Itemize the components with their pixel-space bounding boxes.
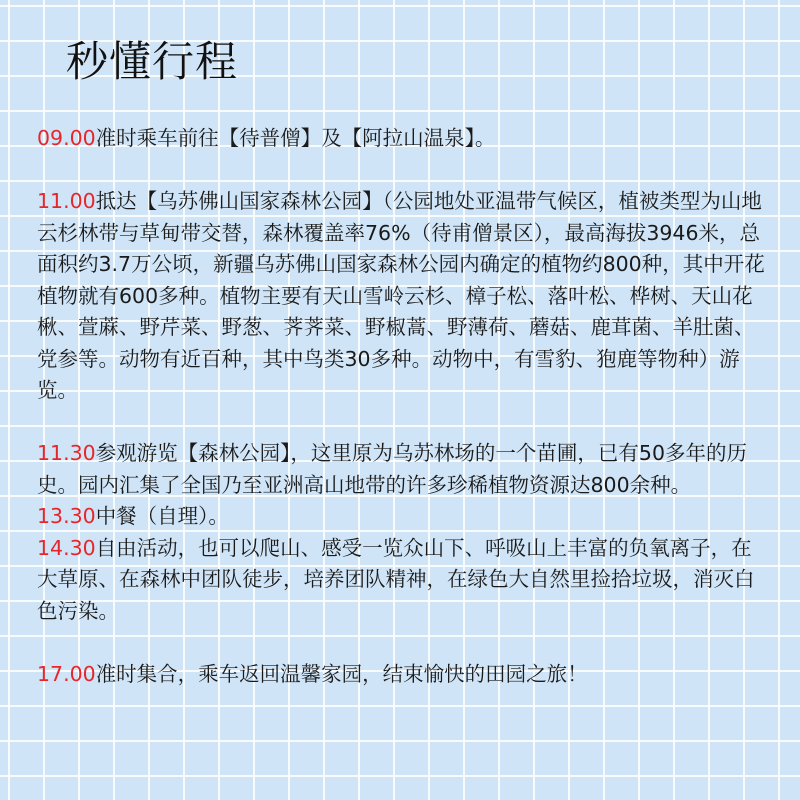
itinerary-entry-0900 [37, 123, 767, 155]
itinerary-entry-1700 [37, 659, 767, 691]
entry-time: 11.00 [37, 189, 96, 213]
entry-text: 中餐（自理）。 [95, 504, 229, 528]
itinerary-entry-1100 [37, 186, 767, 407]
entry-text: 准时乘车前往【待普僧】及【阿拉山温泉】。 [95, 126, 496, 150]
entry-text: 抵达【乌苏佛山国家森林公园】（公园地处亚温带气候区，植被类型为山地云杉林带与草甸带交替，森林覆盖率76%（待甫僧景区），最高海拔3946米，总面积约3.7万公顷，新疆乌苏佛山国家森林公园内确定的植物约800种，其中开花植物就有600多种。植物主要有天山雪岭云杉、樟子松、落叶松、桦树、天山花楸、萱蔴、野芹菜、野葱、荠荠菜、野椒蒿、野薄荷、蘑菇、鹿茸菌、羊肚菌、党参等。动物有近百种，其中鸟类30多种。动物中，有雪豹、狍鹿等物种）游览。 [37, 189, 765, 402]
entry-time: 09.00 [37, 126, 96, 150]
entry-time: 13.30 [37, 504, 96, 528]
entry-text: 参观游览【森林公园】，这里原为乌苏林场的一个苗圃，已有50多年的历史。园内汇集了全国乃至亚洲高山地带的许多珍稀植物资源达800余种。 [37, 441, 748, 497]
page-title: 秒懂行程 [66, 37, 239, 86]
entry-time: 17.00 [37, 661, 96, 686]
itinerary-entry-1430 [37, 533, 767, 628]
itinerary-entry-1330 [37, 501, 767, 533]
entry-time: 14.30 [37, 535, 96, 560]
entry-text: 准时集合，乘车返回温馨家园，结束愉快的田园之旅！ [95, 661, 588, 686]
itinerary-entry-1130 [37, 438, 767, 501]
itinerary-list [37, 123, 767, 690]
entry-time: 11.30 [37, 441, 96, 465]
entry-text: 自由活动，也可以爬山、感受一览众山下、呼吸山上丰富的负氧离子，在大草原、在森林中团队徒步，培养团队精神，在绿色大自然里捡拾垃圾，消灭白色污染。 [37, 535, 755, 623]
